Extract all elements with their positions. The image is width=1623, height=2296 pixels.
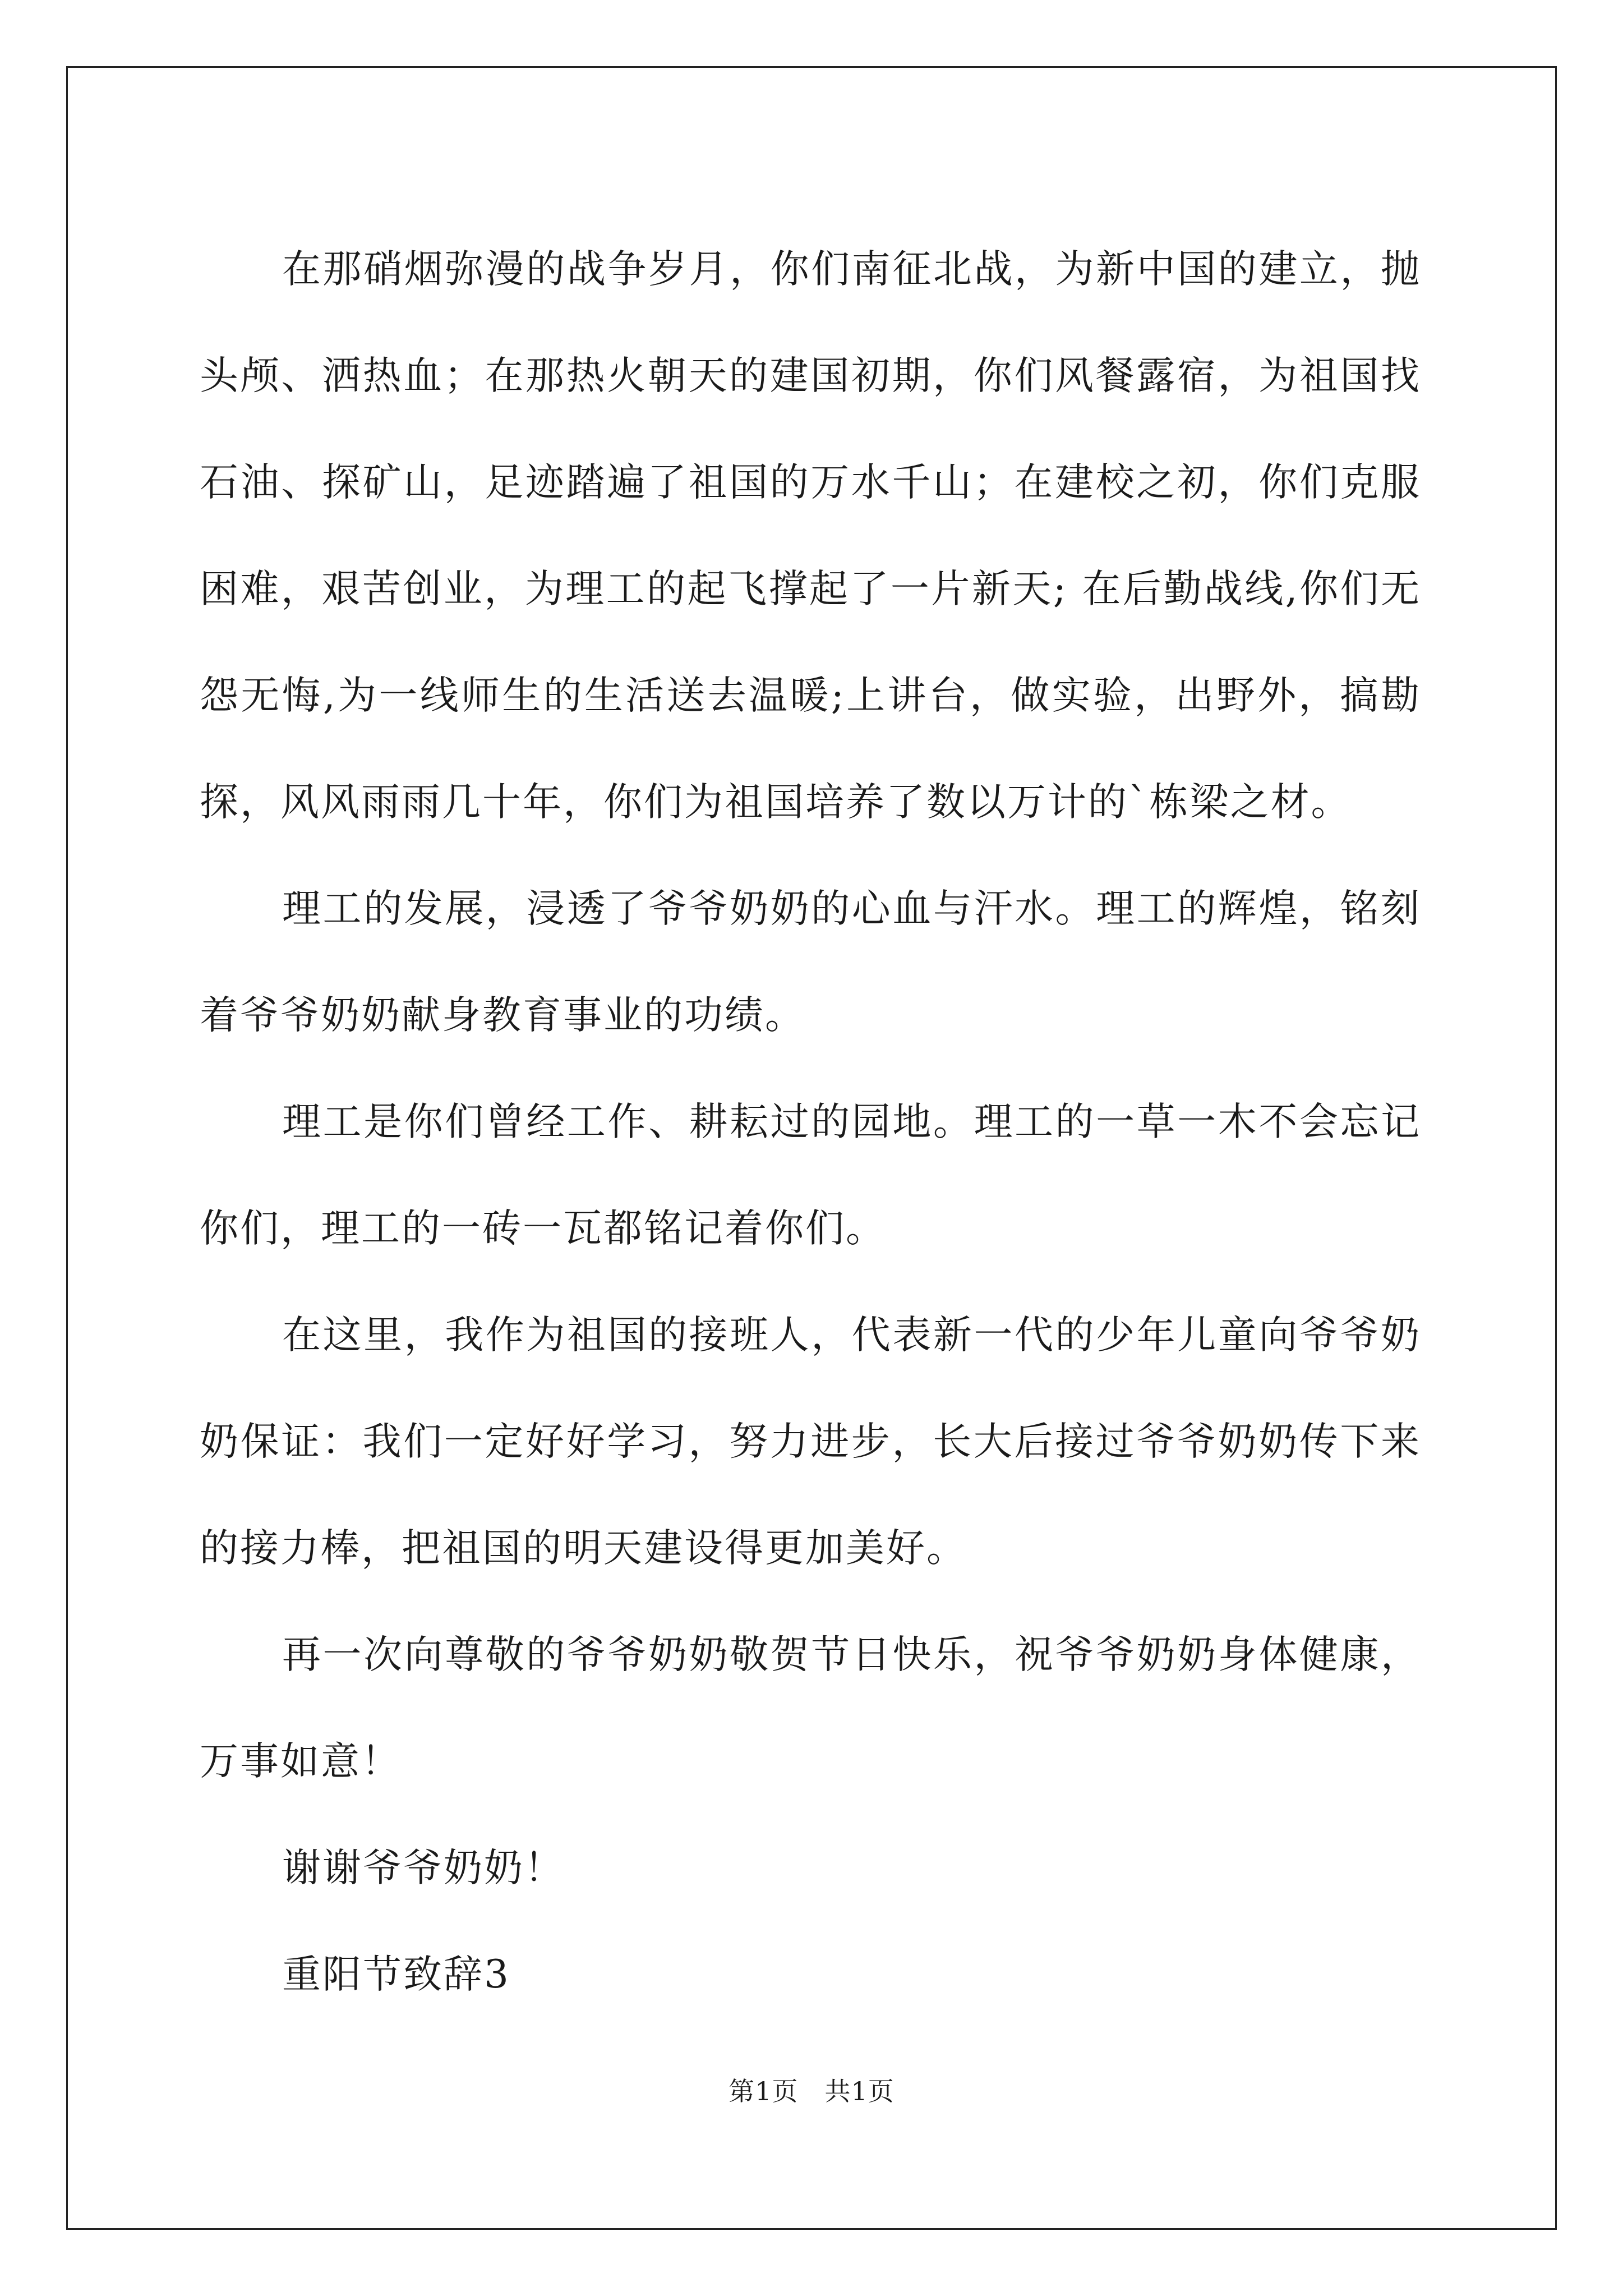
paragraph-4: 在这里，我作为祖国的接班人，代表新一代的少年儿童向爷爷奶奶保证：我们一定好好学习，努力进步，长大后接过爷爷奶奶传下来的接力棒，把祖国的明天建设得更加美好。 — [200, 1313, 1421, 1571]
paragraph-1: 在那硝烟弥漫的战争岁月，你们南征北战，为新中国的建立，抛头颅、洒热血；在那热火朝天的建国初期，你们风餐露宿，为祖国找石油、探矿山，足迹踏遍了祖国的万水千山；在建校之初，你们克服困难，艰苦创业，为理工的起飞撑起了一片新天; 在后勤战线,你们无怨无悔,为一线师生的生活送去温暖;上讲台，做实验，出野外，搞勘探，风风雨雨几十年，你们为祖国培养了数以万计的`栋梁之材。 — [200, 247, 1421, 825]
page-number-footer: 第1页 共1页 — [728, 2076, 895, 2106]
paragraph-6: 谢谢爷爷奶奶！ — [282, 1846, 565, 1890]
document-body — [200, 216, 1421, 2028]
paragraph-2: 理工的发展，浸透了爷爷奶奶的心血与汗水。理工的辉煌，铭刻着爷爷奶奶献身教育事业的功绩。 — [200, 886, 1421, 1038]
section-heading: 重阳节致辞3 — [282, 1952, 510, 1997]
paragraph-3: 理工是你们曾经工作、耕耘过的园地。理工的一草一木不会忘记你们，理工的一砖一瓦都铭记着你们。 — [200, 1099, 1421, 1251]
paragraph-5: 再一次向尊敬的爷爷奶奶敬贺节日快乐，祝爷爷奶奶身体健康，万事如意！ — [200, 1632, 1421, 1784]
